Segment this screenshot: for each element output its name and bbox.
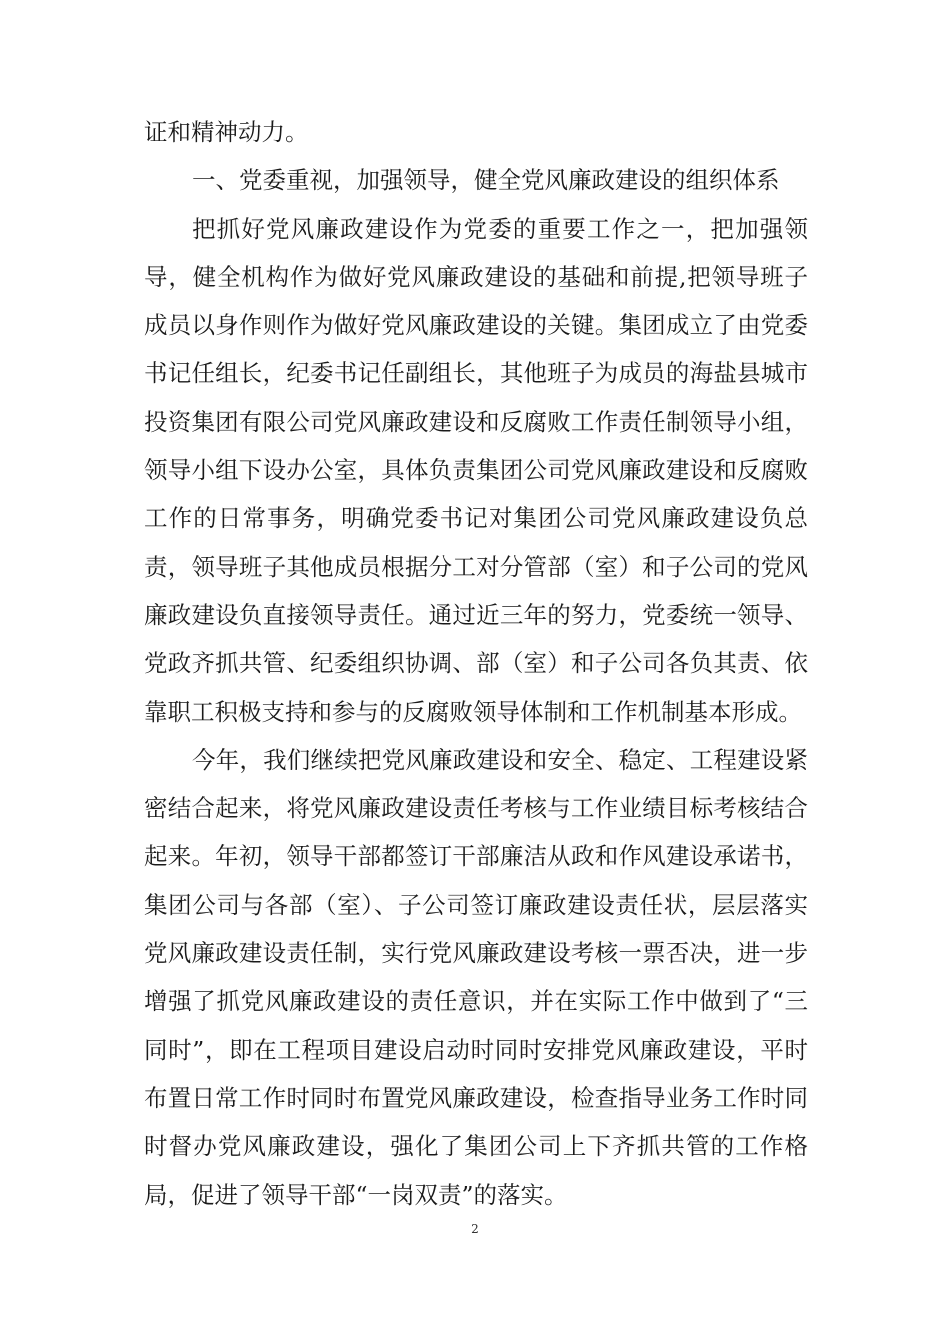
text-line: 今年，我们继续把党风廉政建设和安全、稳定、工程建设紧 [192, 745, 808, 774]
text-line: 把抓好党风廉政建设作为党委的重要工作之一，把加强领 [192, 214, 808, 243]
text-line: 成员以身作则作为做好党风廉政建设的关键。集团成立了由党委 [144, 311, 808, 340]
text-line: 起来。年初，领导干部都签订干部廉洁从政和作风建设承诺书， [144, 842, 808, 871]
text-line: 同时”，即在工程项目建设启动时同时安排党风廉政建设，平时 [144, 1035, 808, 1064]
text-line: 局，促进了领导干部“一岗双责”的落实。 [144, 1180, 568, 1209]
text-line: 时督办党风廉政建设，强化了集团公司上下齐抓共管的工作格 [144, 1132, 808, 1161]
text-line: 布置日常工作时同时布置党风廉政建设，检查指导业务工作时同 [144, 1083, 808, 1112]
text-line: 责，领导班子其他成员根据分工对分管部（室）和子公司的党风 [144, 552, 808, 581]
text-line: 增强了抓党风廉政建设的责任意识，并在实际工作中做到了“三 [144, 987, 808, 1016]
text-line: 导，健全机构作为做好党风廉政建设的基础和前提,把领导班子 [144, 262, 808, 291]
text-line: 密结合起来，将党风廉政建设责任考核与工作业绩目标考核结合 [144, 794, 808, 823]
section-heading: 一、党委重视，加强领导，健全党风廉政建设的组织体系 [192, 166, 780, 195]
text-line: 廉政建设负直接领导责任。通过近三年的努力，党委统一领导、 [144, 600, 808, 629]
text-line: 书记任组长，纪委书记任副组长，其他班子为成员的海盐县城市 [144, 359, 808, 388]
text-line: 党风廉政建设责任制，实行党风廉政建设考核一票否决，进一步 [144, 939, 808, 968]
text-line: 领导小组下设办公室，具体负责集团公司党风廉政建设和反腐败 [144, 456, 808, 485]
text-line: 证和精神动力。 [144, 118, 309, 146]
text-line: 投资集团有限公司党风廉政建设和反腐败工作责任制领导小组， [144, 407, 808, 436]
text-line: 靠职工积极支持和参与的反腐败领导体制和工作机制基本形成。 [144, 697, 802, 726]
text-line: 集团公司与各部（室）、子公司签订廉政建设责任状，层层落实 [144, 890, 808, 919]
body-text [144, 108, 808, 1219]
page-number: 2 [471, 1222, 479, 1236]
text-line: 工作的日常事务，明确党委书记对集团公司党风廉政建设负总 [144, 504, 808, 533]
text-line: 党政齐抓共管、纪委组织协调、部（室）和子公司各负其责、依 [144, 649, 808, 678]
